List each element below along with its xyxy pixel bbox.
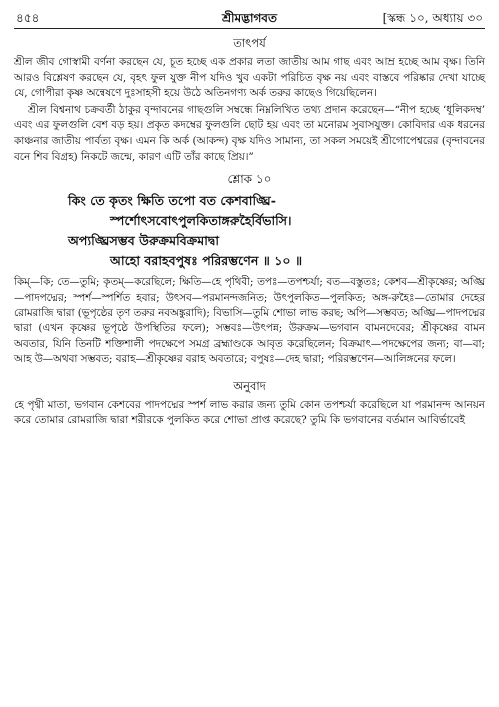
book-page xyxy=(14,6,485,430)
translation-paragraph: হে পৃথ্বী মাতা, ভগবান কেশবের পাদপদ্মের স্পর্শ লাভ করার জন্য তুমি কোন তপশ্চর্যা করেছিলে যা পরমানন্দ আনয়ন করে তোমার রোমরাজি দ্বারা শরীরকে পুলকিত করে শোভা প্রাপ্ত করেছে? তুমি কি ভগবানের বর্তমান আবির্ভাবেই xyxy=(14,398,485,427)
purport-paragraph-2: শ্রীল বিশ্বনাথ চক্রবর্তী ঠাকুর বৃন্দাবনের গাছগুলি সম্বন্ধে নিম্নলিখিত তথ্য প্রদান করেছেন—“নীপ হচ্ছে ‘ধূলিকদম্ব’ এবং এর ফুলগুলি বেশ বড় হয়। প্রকৃত কদম্বের ফুলগুলি ছোট হয় এবং তা মনোরম সুবাসযুক্ত। কোবিদার এক ধরনের কাঞ্চনার জাতীয় পার্বত্য বৃক্ষ। এমন কি অর্ক (আকন্দ) বৃক্ষ যদিও সামান্য, তা সকল সময়েই শ্রীগোপেশ্বরের (বৃন্দাবনের বনে শিব বিগ্রহ) নিকটে জন্মে, কারণ এটি তাঁর কাছে প্রিয়।” xyxy=(14,103,485,163)
verse-line-1: কিং তে কৃতং ক্ষিতি তপো বত কেশবাঙ্ঘ্রি- xyxy=(68,193,277,209)
page-header xyxy=(14,6,485,29)
verse-line-2: স্পর্শোৎসবোৎপুলকিতাঙ্গরুহৈর্বিভাসি। xyxy=(110,213,292,229)
purport-paragraph-1: শ্রীল জীব গোস্বামী বর্ণনা করছেন যে, চূত হচ্ছে এক প্রকার লতা জাতীয় আম গাছ এবং আম্র হচ্ছে আম বৃক্ষ। তিনি আরও বিশ্লেষণ করছেন যে, বৃহৎ ফুল যুক্ত নীপ যদিও খুব একটা পরিচিত বৃক্ষ নয় এবং বাস্তবে পরিষ্কার দেখা যাচ্ছে যে, গোপীরা কৃষ্ণ অন্বেষণে দুঃসাহসী হয়ে উঠে অতিনগণ্য অর্ক তরুর কাছেও গিয়েছিলেন। xyxy=(14,56,485,100)
page-number: ৪৫৪ xyxy=(16,11,40,25)
section-reference: [স্কন্ধ ১০, অধ্যায় ৩০ xyxy=(382,11,483,25)
verse-line-3: অপ্যঙ্ঘ্রিসম্ভব উরুক্রমবিক্রমাদ্বা xyxy=(68,233,220,249)
book-title: শ্রীমদ্ভাগবত xyxy=(221,11,277,25)
verse-title: শ্লোক ১০ xyxy=(227,172,272,187)
verse-text xyxy=(14,191,485,271)
translation-heading: অনুবাদ xyxy=(233,378,266,393)
verse-line-4: আহো বরাহবপুষঃ পরিরম্ভণেন ॥ ১০ ॥ xyxy=(110,253,303,269)
purport-heading: তাৎপর্য xyxy=(233,36,266,50)
synonyms-paragraph: কিম্—কি; তে—তুমি; কৃতম্—করেছিলে; ক্ষিতি—হে পৃথিবী; তপঃ—তপশ্চর্যা; বত—বস্তুতঃ; কেশব—শ্রীকৃষ্ণের; অঙ্ঘ্রি—পাদপদ্মের; স্পর্শ—স্পর্শিত হবার; উৎসব—পরমানন্দজনিত; উৎপুলকিত—পুলকিত; অঙ্গ-রুহৈঃ—তোমার দেহের রোমরাজি দ্বারা (ভূপৃষ্ঠের তৃণ তরুর নবঅঙ্কুরাদি); বিভাসি—তুমি শোভা লাভ করছ; অপি—সম্ভবত; অঙ্ঘ্রি—পাদপদ্মের দ্বারা (এখন কৃষ্ণের ভূপৃষ্ঠে উপস্থিতির ফলে); সম্ভবঃ—উৎপন্ন; উরুক্রম—ভগবান বামনদেবের; শ্রীকৃষ্ণের বামন অবতার, যিনি তিনটি শক্তিশালী পদক্ষেপে সমগ্র ব্রহ্মাণ্ডকে আবৃত করেছিলেন; বিক্রমাৎ—পদক্ষেপের জন্য; বা—বা; আহ উ—অথবা সম্ভবত; বরাহ—শ্রীকৃষ্ণের বরাহ অবতারে; বপুষঃ—দেহ দ্বারা; পরিরম্ভণেন—আলিঙ্গনের ফলে। xyxy=(14,276,485,366)
